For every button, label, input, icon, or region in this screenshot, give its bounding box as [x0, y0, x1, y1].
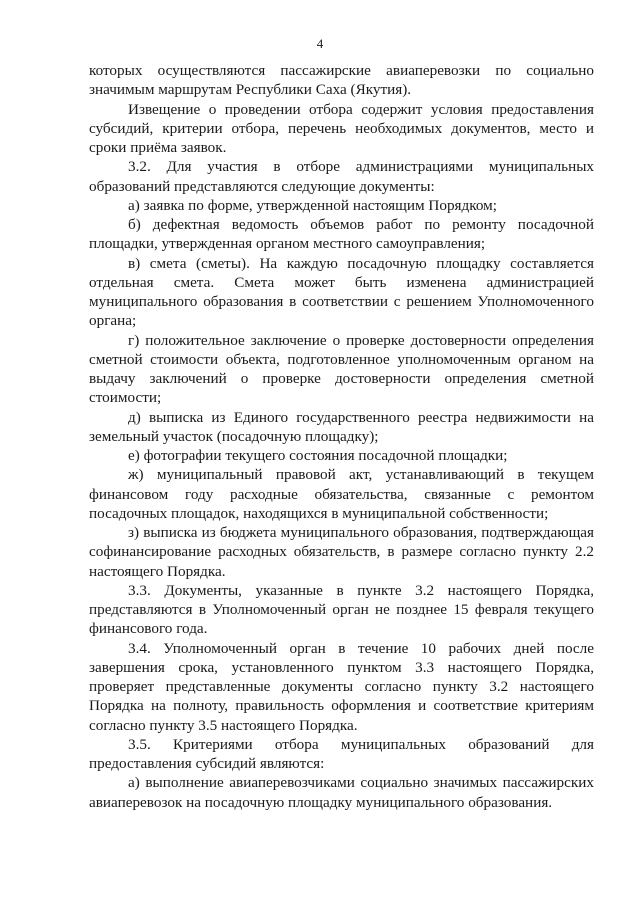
text-line: согласно пункту 3.5 настоящего Порядка.: [89, 716, 358, 734]
text-line: Извещение о проведении отбора содержит условия предоставления: [128, 100, 594, 118]
text-line: з) выписка из бюджета муниципального образования, подтверждающая: [128, 524, 594, 541]
text-line: д) выписка из Единого государственного реестра недвижимости на: [128, 408, 594, 426]
text-line: 3.4. Уполномоченный орган в течение 10 рабочих дней после: [128, 639, 594, 657]
page-number: 4: [316, 36, 324, 51]
text-line: значимым маршрутам Республики Саха (Якутия).: [89, 81, 412, 99]
text-line: финансовом году расходные обязательства, связанные с ремонтом: [89, 485, 594, 503]
text-line: посадочных площадок, находящихся в муниципальной собственности;: [89, 504, 549, 522]
text-line: которых осуществляются пассажирские авиаперевозки по социально: [89, 62, 594, 79]
text-line: е) фотографии текущего состояния посадочной площадки;: [128, 447, 508, 464]
text-line: ж) муниципальный правовой акт, устанавливающий в текущем: [128, 466, 594, 484]
text-line: сметной стоимости объекта, подготовленное уполномоченным органом на: [89, 350, 594, 368]
text-line: предоставления субсидий являются:: [89, 755, 325, 772]
text-line: б) дефектная ведомость объемов работ по ремонту посадочной: [128, 216, 594, 233]
text-line: площадки, утвержденная органом местного самоуправления;: [89, 235, 486, 253]
text-line: а) заявка по форме, утвержденной настоящим Порядком;: [128, 196, 497, 214]
text-line: софинансирование расходных обязательств, в размере согласно пункту 2.2: [89, 543, 594, 561]
text-line: выдачу заключений о проверке достоверности определения сметной: [89, 370, 594, 387]
text-line: образований представляются следующие документы:: [89, 177, 435, 195]
text-line: завершения срока, установленного пунктом 3.3 настоящего Порядка,: [89, 658, 594, 676]
text-line: 3.3. Документы, указанные в пункте 3.2 настоящего Порядка,: [128, 581, 594, 599]
text-line: земельный участок (посадочную площадку);: [89, 427, 379, 445]
text-line: стоимости;: [89, 389, 162, 407]
text-line: представляются в Уполномоченный орган не позднее 15 февраля текущего: [89, 601, 594, 618]
text-line: проверяет представленные документы согласно пункту 3.2 настоящего: [89, 678, 594, 695]
text-line: органа;: [89, 312, 137, 330]
text-line: г) положительное заключение о проверке достоверности определения: [128, 331, 594, 349]
document-body: [89, 61, 594, 812]
text-line: финансового года.: [89, 620, 208, 638]
text-line: сроки приёма заявок.: [89, 139, 227, 156]
text-line: 3.5. Критериями отбора муниципальных образований для: [128, 735, 594, 753]
text-line: муниципального образования в соответствии с решением Уполномоченного: [89, 293, 594, 310]
text-line: отдельная смета. Смета может быть изменена администрацией: [89, 273, 594, 291]
text-line: авиаперевозок на посадочную площадку муниципального образования.: [89, 793, 553, 811]
text-line: в) смета (сметы). На каждую посадочную площадку составляется: [128, 254, 594, 272]
text-line: настоящего Порядка.: [89, 562, 226, 580]
text-line: а) выполнение авиаперевозчиками социально значимых пассажирских: [128, 774, 594, 792]
text-line: 3.2. Для участия в отборе администрациями муниципальных: [128, 158, 594, 176]
text-line: субсидий, критерии отбора, перечень необходимых документов, место и: [89, 119, 594, 137]
text-line: Порядка на полноту, правильность оформления и соответствие критериям: [89, 697, 594, 715]
